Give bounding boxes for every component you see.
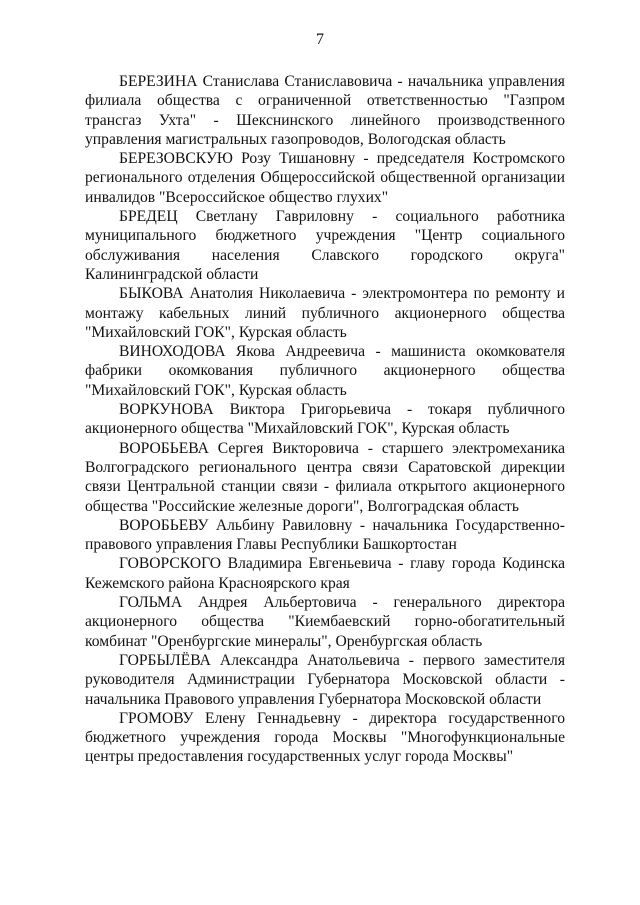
list-item: ВИНОХОДОВА Якова Андреевича - машиниста окомкователя фабрики окомкования публичного акционерного общества "Михайловский ГОК", Курская область xyxy=(85,343,565,399)
list-item: БРЕДЕЦ Светлану Гавриловну - социального работника муниципального бюджетного учреждения "Центр социального обслуживания населения Славского городского округа" Калининградской области xyxy=(85,208,565,283)
list-item: ВОРОБЬЕВУ Альбину Равиловну - начальника Государственно-правового управления Главы Республики Башкортостан xyxy=(85,516,565,554)
list-item: ГОВОРСКОГО Владимира Евгеньевича - главу города Кодинска Кежемского района Красноярского края xyxy=(85,555,565,592)
page-number: 7 xyxy=(316,31,324,48)
list-item: ГОЛЬМА Андрея Альбертовича - генерального директора акционерного общества "Киембаевский горно-обогатительный комбинат "Оренбургские минералы", Оренбургская область xyxy=(85,594,565,650)
list-item: БЫКОВА Анатолия Николаевича - электромонтера по ремонту и монтажу кабельных линий публичного акционерного общества "Михайловский ГОК", Курская область xyxy=(85,285,565,341)
list-item: ВОРОБЬЕВА Сергея Викторовича - старшего электромеханика Волгоградского регионального центра связи Саратовской дирекции связи Центральной станции связи - филиала открытого акционерного общества "Российские железные дороги", Волгоградская область xyxy=(85,439,565,515)
list-item: БЕРЕЗИНА Станислава Станиславовича - начальника управления филиала общества с ограниченной ответственностью "Газпром трансгаз Ухта" - Шекснинского линейного производственного управления магистральных газопроводов, Вологодская область xyxy=(85,73,565,148)
list-item: ГРОМОВУ Елену Геннадьевну - директора государственного бюджетного учреждения города Москвы "Многофункциональные центры предоставления государственных услуг города Москвы" xyxy=(85,709,565,766)
list-item: ВОРКУНОВА Виктора Григорьевича - токаря публичного акционерного общества "Михайловский ГОК", Курская область xyxy=(85,401,565,438)
award-list xyxy=(85,72,565,767)
list-item: БЕРЕЗОВСКУЮ Розу Тишановну - председателя Костромского регионального отделения Общероссийской общественной организации инвалидов "Всероссийское общество глухих" xyxy=(85,150,565,206)
list-item: ГОРБЫЛЁВА Александра Анатольевича - первого заместителя руководителя Администрации Губернатора Московской области - начальника Правового управления Губернатора Московской области xyxy=(85,651,565,708)
